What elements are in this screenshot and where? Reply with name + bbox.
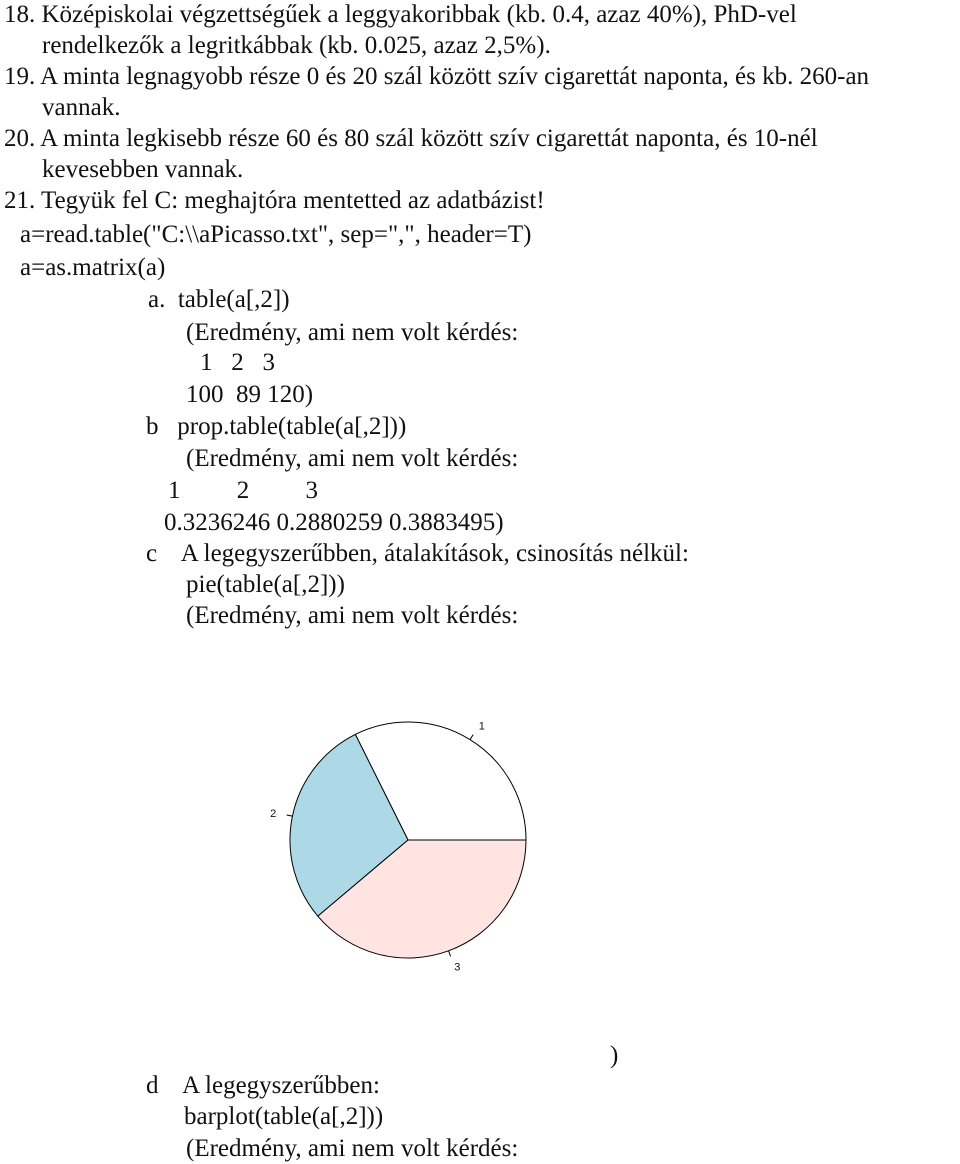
item-20-line-2: kevesebben vannak. [42,156,244,183]
result-b-values: 0.3236246 0.2880259 0.3883495) [164,509,504,536]
result-a-header: 1 2 3 [200,349,275,376]
code-pie: pie(table(a[,2])) [186,571,345,598]
pie-label-tick-1 [470,735,473,740]
item-19-line-2: vannak. [42,94,121,121]
subitem-a: a. table(a[,2]) [148,286,290,313]
pie-label-tick-3 [449,951,451,957]
result-note-d: (Eredmény, ami nem volt kérdés: [186,1135,519,1162]
pie-label-1: 1 [478,720,485,733]
pie-label-tick-2 [287,815,293,816]
item-20-line-1: 20. A minta legkisebb része 60 és 80 szál között szív cigarettát naponta, és 10-nél [4,125,818,152]
result-note-c-close: ) [610,1042,619,1069]
item-19-line-1: 19. A minta legnagyobb része 0 és 20 szál között szív cigarettát naponta, és kb. 260-an [4,63,870,90]
result-note-b: (Eredmény, ami nem volt kérdés: [186,445,519,472]
item-18-line-2: rendelkezők a legritkábbak (kb. 0.025, azaz 2,5%). [42,32,551,59]
subitem-c: c A legegyszerűbben, átalakítások, csinosítás nélkül: [146,540,689,567]
pie-label-2: 2 [270,807,277,820]
result-a-values: 100 89 120) [186,381,314,408]
subitem-d: d A legegyszerűbben: [146,1072,380,1099]
code-as-matrix: a=as.matrix(a) [20,254,166,281]
result-note-a: (Eredmény, ami nem volt kérdés: [186,319,519,346]
item-21-line-1: 21. Tegyük fel C: meghajtóra mentetted az adatbázist! [4,187,545,214]
pie-label-3: 3 [454,961,461,974]
subitem-b: b prop.table(table(a[,2])) [146,413,407,440]
item-18-line-1: 18. Középiskolai végzettségűek a leggyakoribbak (kb. 0.4, azaz 40%), PhD-vel [4,1,797,28]
code-barplot: barplot(table(a[,2])) [184,1103,384,1130]
result-b-header: 1 2 3 [168,477,318,504]
code-read-table: a=read.table("C:\\aPicasso.txt", sep=",", header=T) [20,221,532,248]
result-note-c: (Eredmény, ami nem volt kérdés: [186,602,519,629]
